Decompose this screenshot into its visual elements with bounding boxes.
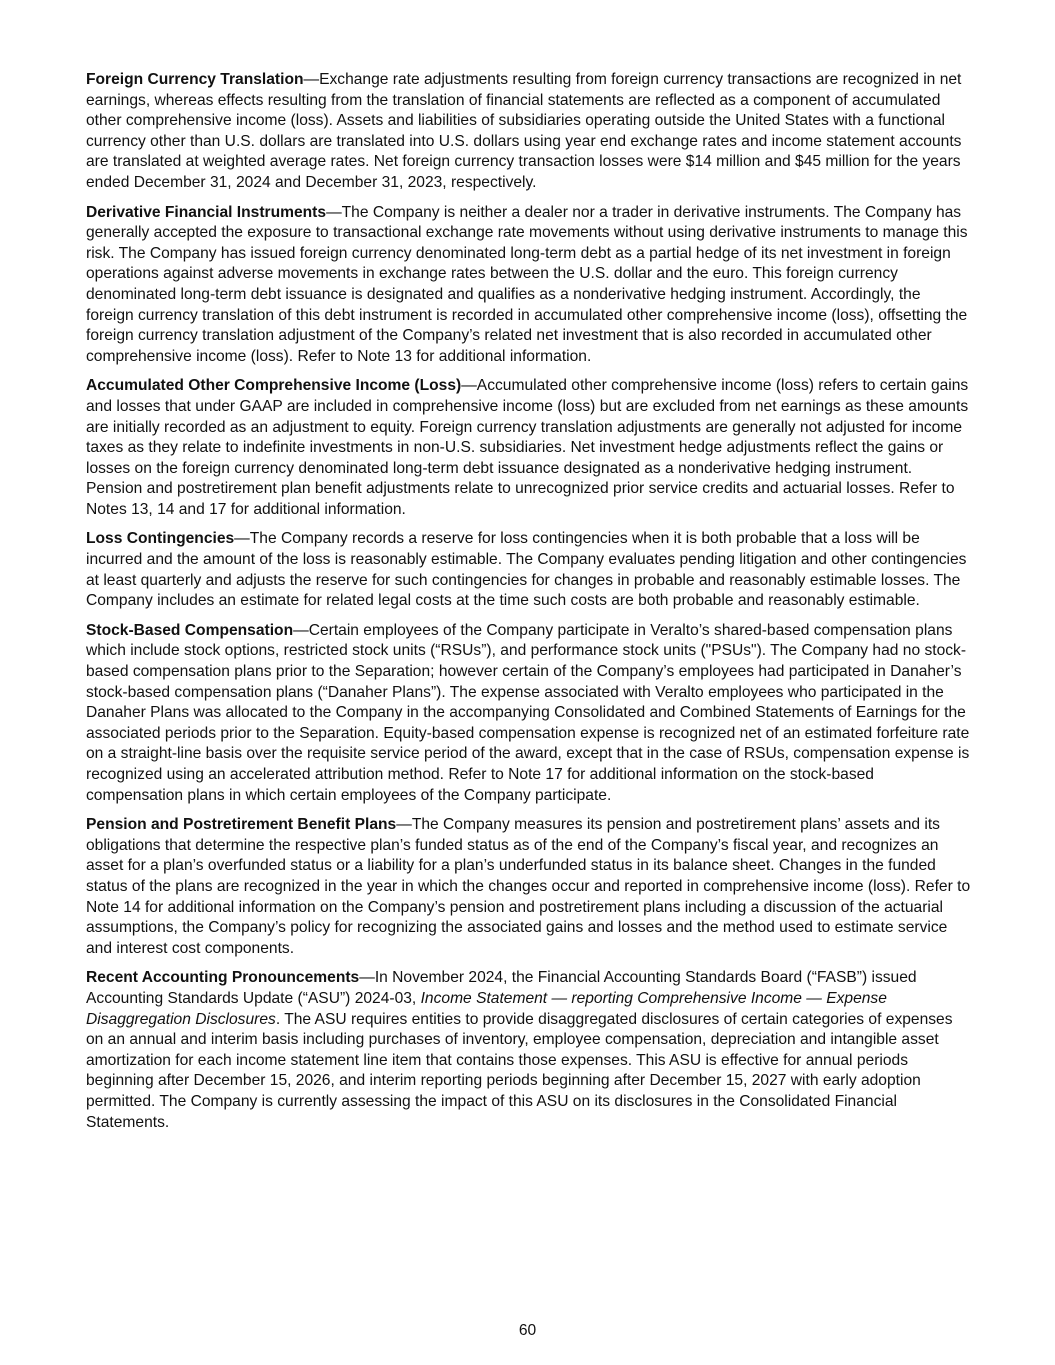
paragraph-accumulated-other-comprehensive-income xyxy=(86,376,972,520)
paragraph-heading: Accumulated Other Comprehensive Income (Loss) xyxy=(86,377,462,395)
paragraph-body-continued: . The ASU requires entities to provide disaggregated disclosures of certain categories of expenses on an annual and interim basis including purchases of inventory, employee compensation, depreciation and intangible asset amortization for each income statement line item that contains those expenses. This ASU is effective for annual periods beginning after December 15, 2026, and interim reporting periods beginning after December 15, 2027 with early adoption permitted. The Company is currently assessing the impact of this ASU on its disclosures in the Consolidated Financial Statements. xyxy=(86,1010,953,1131)
paragraph-body: —Accumulated other comprehensive income (loss) refers to certain gains and losses that under GAAP are included in comprehensive income (loss) but are excluded from net earnings as these amounts are initially recorded as an adjustment to equity. Foreign currency translation adjustments are generally not adjusted for income taxes as they relate to indefinite investments in non-U.S. subsidiaries. Net investment hedge adjustments reflect the gains or losses on the foreign currency denominated long-term debt issuance designated as a nonderivative hedging instrument. Pension and postretirement plan benefit adjustments relate to unrecognized prior service credits and actuarial losses. Refer to Notes 13, 14 and 17 for additional information. xyxy=(86,377,969,518)
paragraph-body: —Certain employees of the Company participate in Veralto’s shared-based compensation plans which include stock options, restricted stock units (“RSUs”), and performance stock units ("PSUs"). The Company had no stock-based compensation plans prior to the Separation; however certain of the Company’s employees had participated in Danaher’s stock-based compensation plans (“Danaher Plans”). The expense associated with Veralto employees who participated in the Danaher Plans was allocated to the Company in the accompanying Consolidated and Combined Statements of Earnings for the associated periods prior to the Separation. Equity-based compensation expense is recognized net of an estimated forfeiture rate on a straight-line basis over the requisite service period of the award, except that in the case of RSUs, compensation expense is recognized using an accelerated attribution method. Refer to Note 17 for additional information on the stock-based compensation plans in which certain employees of the Company participate. xyxy=(86,621,970,804)
paragraph-body: —The Company records a reserve for loss contingencies when it is both probable that a loss will be incurred and the amount of the loss is reasonably estimable. The Company evaluates pending litigation and other contingencies at least quarterly and adjusts the reserve for such contingencies for changes in probable and reasonably estimable losses. The Company includes an estimate for related legal costs at the time such costs are both probable and reasonably estimable. xyxy=(86,530,967,610)
paragraph-heading: Stock-Based Compensation xyxy=(86,621,294,639)
paragraph-heading: Recent Accounting Pronouncements xyxy=(86,969,360,987)
paragraph-pension-postretirement-plans xyxy=(86,815,972,959)
paragraph-heading: Pension and Postretirement Benefit Plans xyxy=(86,816,397,834)
document-page xyxy=(86,70,972,1142)
paragraph-body: —The Company measures its pension and postretirement plans’ assets and its obligations that determine the respective plan’s funded status as of the end of the Company’s fiscal year, and recognizes an asset for a plan’s overfunded status or a liability for a plan’s underfunded status in its balance sheet. Changes in the funded status of the plans are recognized in the year in which the changes occur and reported in comprehensive income (loss). Refer to Note 14 for additional information on the Company’s pension and postretirement plans including a discussion of the actuarial assumptions, the Company’s policy for recognizing the associated gains and losses and the method used to estimate service and interest cost components. xyxy=(86,816,971,957)
paragraph-stock-based-compensation xyxy=(86,621,972,806)
paragraph-heading: Loss Contingencies xyxy=(86,530,235,548)
paragraph-italic-title: Income Statement — reporting Comprehensive Income — Expense Disaggregation Disclosures xyxy=(86,989,887,1028)
paragraph-loss-contingencies xyxy=(86,529,972,611)
paragraph-body: —Exchange rate adjustments resulting from foreign currency transactions are recognized in net earnings, whereas effects resulting from the translation of financial statements are reflected as a component of accumulated other comprehensive income (loss). Assets and liabilities of subsidiaries operating outside the United States with a functional currency other than U.S. dollars are translated into U.S. dollars using year end exchange rates and income statement accounts are translated at weighted average rates. Net foreign currency transaction losses were $14 million and $45 million for the years ended December 31, 2024 and December 31, 2023, respectively. xyxy=(86,71,962,191)
page-number: 60 xyxy=(518,1322,537,1339)
paragraph-heading: Derivative Financial Instruments xyxy=(86,203,327,221)
paragraph-derivative-financial-instruments xyxy=(86,203,972,368)
paragraph-foreign-currency-translation xyxy=(86,70,972,194)
paragraph-recent-accounting-pronouncements xyxy=(86,968,972,1133)
paragraph-body: —The Company is neither a dealer nor a trader in derivative instruments. The Company has generally accepted the exposure to transactional exchange rate movements without using derivative instruments to manage this risk. The Company has issued foreign currency denominated long-term debt as a partial hedge of its net investment in foreign operations against adverse movements in exchange rates between the U.S. dollar and the euro. This foreign currency denominated long-term debt issuance is designated and qualifies as a nonderivative hedging instrument. Accordingly, the foreign currency translation of this debt instrument is recorded in accumulated other comprehensive income (loss), offsetting the foreign currency translation adjustment of the Company’s related net investment that is also recorded in accumulated other comprehensive income (loss). Refer to Note 13 for additional information. xyxy=(86,203,968,365)
paragraph-body: —In November 2024, the Financial Accounting Standards Board (“FASB”) issued Accounting Standards Update (“ASU”) 2024-03, xyxy=(86,969,917,1007)
paragraph-heading: Foreign Currency Translation xyxy=(86,71,304,88)
